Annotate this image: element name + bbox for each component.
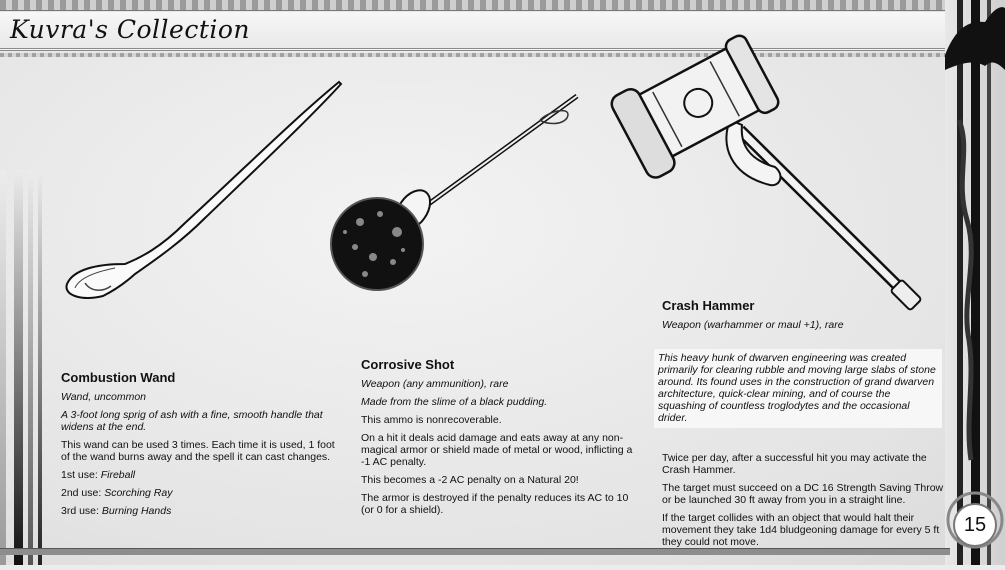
wand-use-3: 3rd use: Burning Hands [61,505,172,517]
bottom-border [0,548,950,555]
dragon-silhouette-icon [945,0,1005,565]
item-paragraph: The armor is destroyed if the penalty reduces its AC to 10 (or 0 for a shield). [361,492,629,516]
item-paragraph: If the target collides with an object that would halt their movement they take 1d4 bludgeoning damage for every 5 ft they could not move. [662,512,940,548]
page-title: Kuvra's Collection [10,15,251,44]
item-flavor-box: This heavy hunk of dwarven engineering was created primarily for clearing rubble and moving large slabs of stone around. Its found uses in the construction of grand dwarven architecture, quick-clear mining, and of course the squashing of countless troglodytes and the occasional drider. [654,349,942,428]
left-decorative-bars [0,170,45,565]
item-paragraph: Twice per day, after a successful hit you may activate the Crash Hammer. [662,452,927,476]
item-name: Combustion Wand [61,370,176,385]
item-name: Crash Hammer [662,298,755,313]
item-paragraph: The target must succeed on a DC 16 Strength Saving Throw or be launched 30 ft away from you in a straight line. [662,482,944,506]
wand-use-1: 1st use: Fireball [61,469,136,481]
item-description: This wand can be used 3 times. Each time it is used, 1 foot of the wand burns away and the spell it can cast changes. [61,439,335,463]
item-paragraph: This becomes a -2 AC penalty on a Natural 20! [361,474,579,486]
corrosive-shot-illustration [325,92,585,297]
item-paragraph: This ammo is nonrecoverable. [361,414,502,426]
item-flavor-text: Made from the slime of a black pudding. [361,396,548,408]
top-ornament-border [0,0,950,11]
right-decorative-border [945,0,1005,565]
item-name: Corrosive Shot [361,357,455,372]
item-type: Weapon (warhammer or maul +1), rare [662,319,844,331]
crash-hammer-illustration [620,25,930,315]
combustion-wand-section [61,371,336,523]
item-type: Weapon (any ammunition), rare [361,378,509,390]
wand-use-2: 2nd use: Scorching Ray [61,487,173,499]
crash-hammer-section [658,298,944,554]
item-type: Wand, uncommon [61,391,147,403]
item-flavor-text: A 3-foot long sprig of ash with a fine, smooth handle that widens at the end. [61,409,323,433]
corrosive-shot-section [361,358,636,522]
item-paragraph: On a hit it deals acid damage and eats away at any non-magical armor or shield made of metal or wood, inflicting a -1 AC penalty. [361,432,633,468]
combustion-wand-illustration [55,78,350,308]
page-number: 15 [953,503,997,547]
